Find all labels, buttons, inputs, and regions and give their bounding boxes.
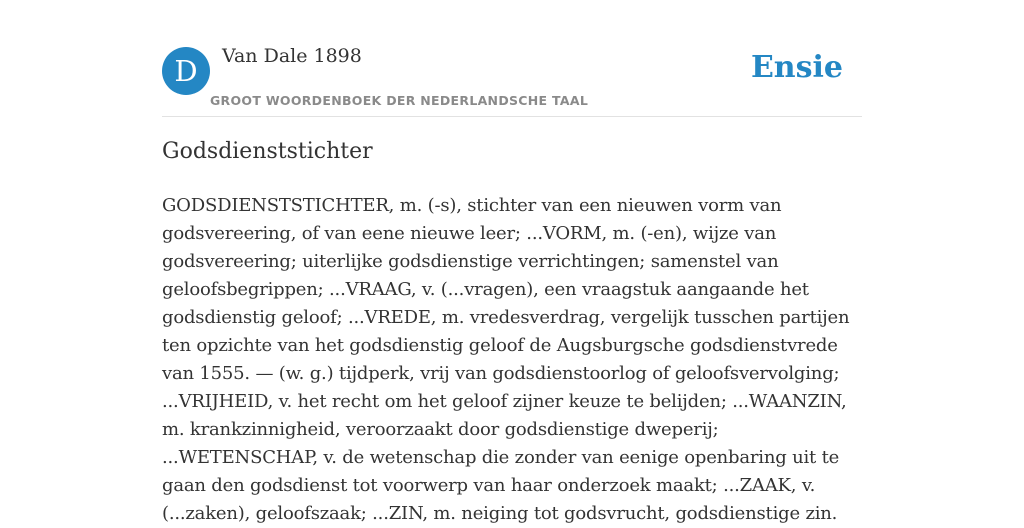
source-title[interactable]: Van Dale 1898 <box>222 45 362 67</box>
source-avatar[interactable]: D <box>162 47 210 95</box>
entry-title: Godsdienststichter <box>162 139 373 164</box>
source-subtitle: GROOT WOORDENBOEK DER NEDERLANDSCHE TAAL <box>210 93 589 108</box>
brand-logo[interactable]: Ensie <box>750 50 843 85</box>
source-header <box>162 0 862 117</box>
entry-definition: GODSDIENSTSTICHTER, m. (-s), stichter van een nieuwen vorm van godsvereering, of van eene nieuwe leer; ...VORM, m. (-en), wijze van godsvereering; uiterlijke godsdienstige verrichtingen; samenstel van geloofsbegrippen; ...VRAAG, v. (...vragen), een vraagstuk aangaande het godsdienstig geloof; ...VREDE, m. vredesverdrag, vergelijk tusschen partijen ten opzichte van het godsdienstig geloof de Augsburgsche godsdienstvrede van 1555. — (w. g.) tijdperk, vrij van godsdienstoorlog of geloofsvervolging; ...VRIJHEID, v. het recht om het geloof zijner keuze te belijden; ...WAANZIN, m. krankzinnigheid, veroorzaakt door godsdienstige dweperij; ...WETENSCHAP, v. de wetenschap die zonder van eenige openbaring uit te gaan den godsdienst tot voorwerp van haar onderzoek maakt; ...ZAAK, v. (...zaken), geloofszaak; ...ZIN, m. neiging tot godsvrucht, godsdienstige zin. <box>162 195 850 524</box>
